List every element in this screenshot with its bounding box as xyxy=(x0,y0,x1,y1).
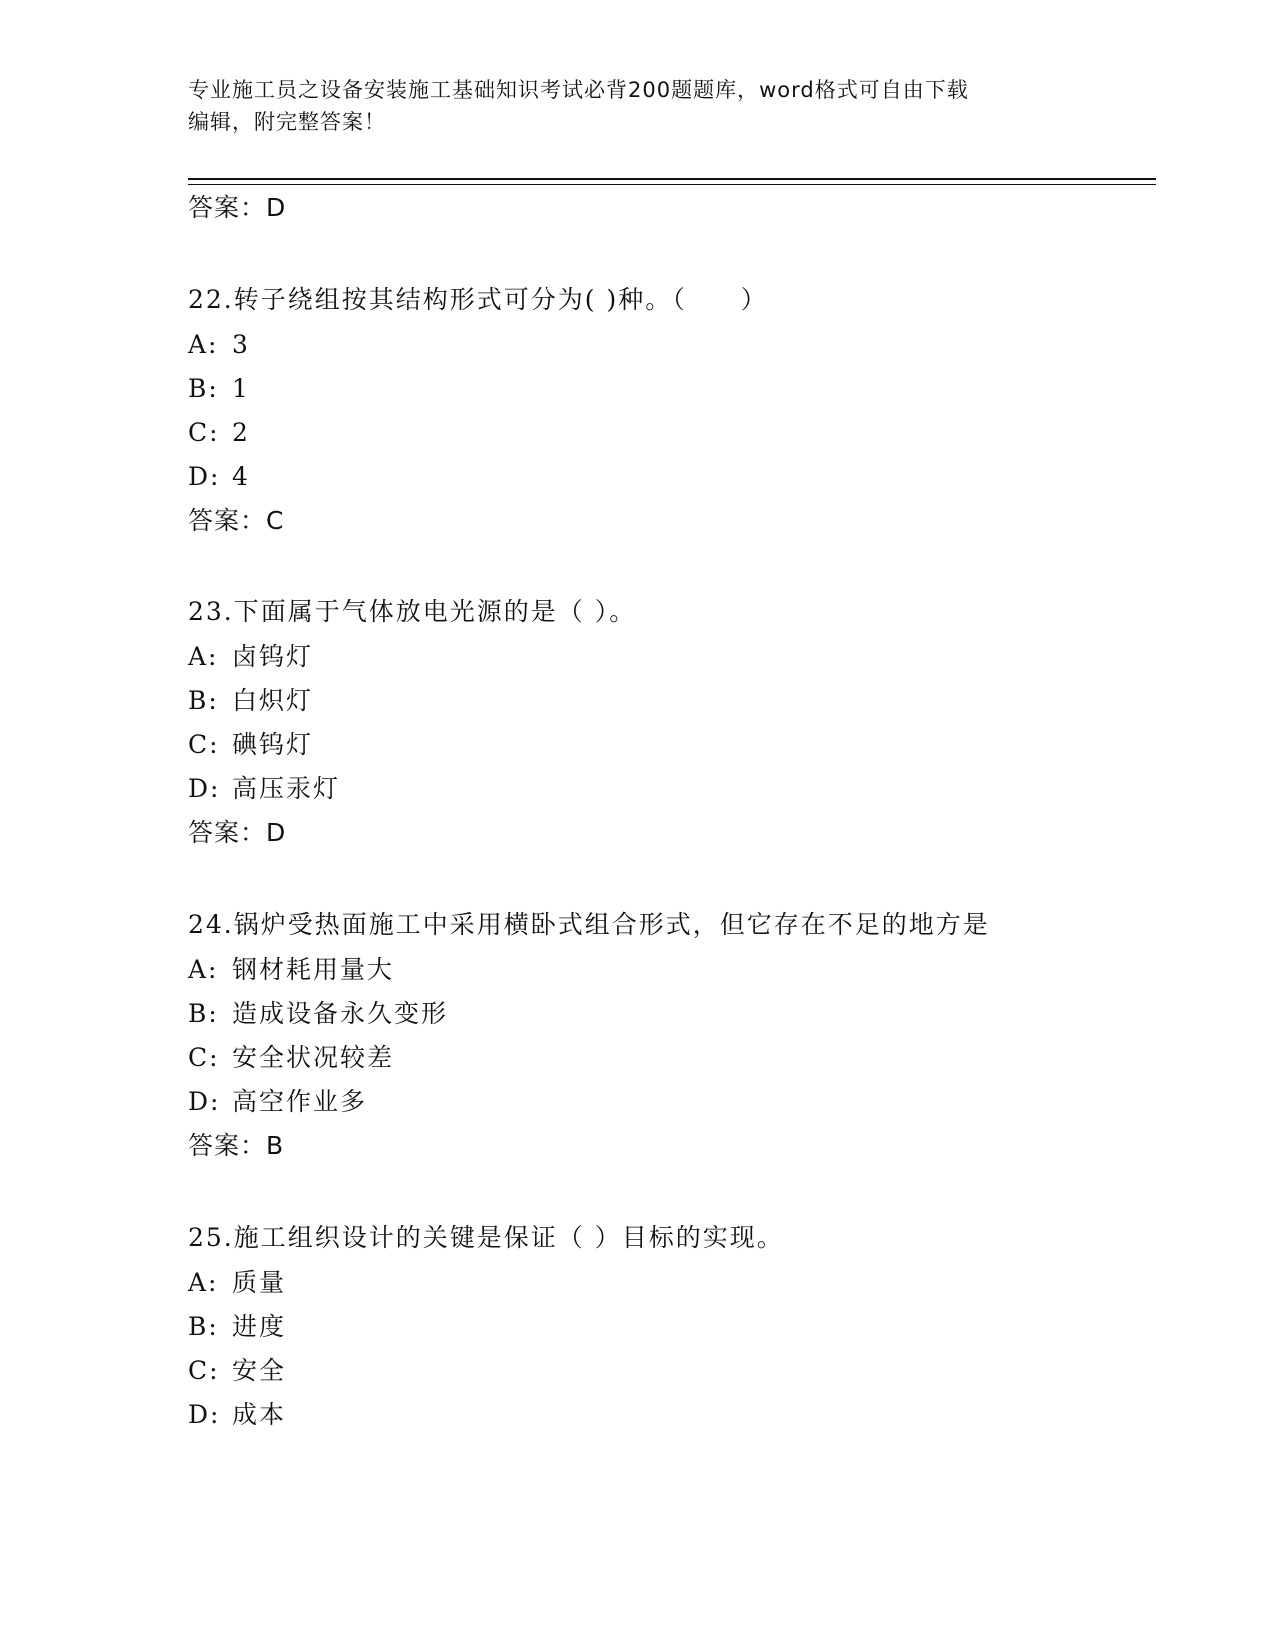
option-text: 成本 xyxy=(232,1400,287,1429)
question-stem-25: 25.施工组织设计的关键是保证（ ）目标的实现。 xyxy=(188,1223,784,1252)
option-text: 造成设备永久变形 xyxy=(232,999,449,1028)
option-letter: D: xyxy=(188,1400,221,1429)
option-22-c xyxy=(188,418,250,448)
option-letter: C: xyxy=(188,1043,220,1072)
option-25-d xyxy=(188,1400,286,1430)
option-letter: C: xyxy=(188,730,220,759)
header-rule-thin xyxy=(188,184,1156,185)
question-stem-22: 22.转子绕组按其结构形式可分为( )种。（ ） xyxy=(188,285,768,314)
option-letter: B: xyxy=(188,686,219,715)
option-text: 钢材耗用量大 xyxy=(232,955,395,984)
option-24-a xyxy=(188,955,394,985)
option-23-b xyxy=(188,686,313,716)
answer-23: 答案：D xyxy=(188,818,287,847)
option-letter: B: xyxy=(188,999,219,1028)
option-25-a xyxy=(188,1268,286,1298)
header-line-1: 专业施工员之设备安装施工基础知识考试必背200题题库，word格式可自由下载 xyxy=(188,78,969,102)
option-text: 质量 xyxy=(232,1268,287,1297)
option-letter: C: xyxy=(188,418,220,447)
option-24-c xyxy=(188,1043,394,1073)
option-text: 进度 xyxy=(232,1312,287,1341)
answer-24: 答案：B xyxy=(188,1131,285,1160)
option-letter: B: xyxy=(188,1312,219,1341)
option-letter: A: xyxy=(188,330,219,359)
option-text: 安全 xyxy=(232,1356,287,1385)
option-text: 安全状况较差 xyxy=(232,1043,395,1072)
option-text: 碘钨灯 xyxy=(232,730,314,759)
option-23-a xyxy=(188,642,313,672)
option-letter: A: xyxy=(188,642,219,671)
option-letter: B: xyxy=(188,374,219,403)
answer-22: 答案：C xyxy=(188,506,285,535)
option-24-b xyxy=(188,999,448,1029)
option-text: 白炽灯 xyxy=(232,686,314,715)
option-text: 高压汞灯 xyxy=(232,774,341,803)
question-stem-24: 24.锅炉受热面施工中采用横卧式组合形式，但它存在不足的地方是 xyxy=(188,910,990,939)
option-22-b xyxy=(188,374,250,404)
option-letter: D: xyxy=(188,1087,221,1116)
option-letter: D: xyxy=(188,462,221,491)
option-22-a xyxy=(188,330,250,360)
option-text: 3 xyxy=(232,330,250,359)
header-rule-thick xyxy=(188,178,1156,180)
option-text: 高空作业多 xyxy=(232,1087,368,1116)
option-letter: D: xyxy=(188,774,221,803)
previous-answer: 答案：D xyxy=(188,193,287,222)
option-25-b xyxy=(188,1312,286,1342)
option-text: 卤钨灯 xyxy=(232,642,314,671)
option-letter: A: xyxy=(188,955,219,984)
option-23-d xyxy=(188,774,340,804)
option-letter: A: xyxy=(188,1268,219,1297)
option-25-c xyxy=(188,1356,286,1386)
header-line-2: 编辑，附完整答案！ xyxy=(188,110,386,134)
option-24-d xyxy=(188,1087,367,1117)
option-text: 2 xyxy=(232,418,250,447)
option-22-d xyxy=(188,462,250,492)
option-23-c xyxy=(188,730,313,760)
option-text: 1 xyxy=(232,374,250,403)
option-letter: C: xyxy=(188,1356,220,1385)
option-text: 4 xyxy=(232,462,250,491)
document-header xyxy=(188,74,1088,138)
question-stem-23: 23.下面属于气体放电光源的是（ ）。 xyxy=(188,597,637,626)
